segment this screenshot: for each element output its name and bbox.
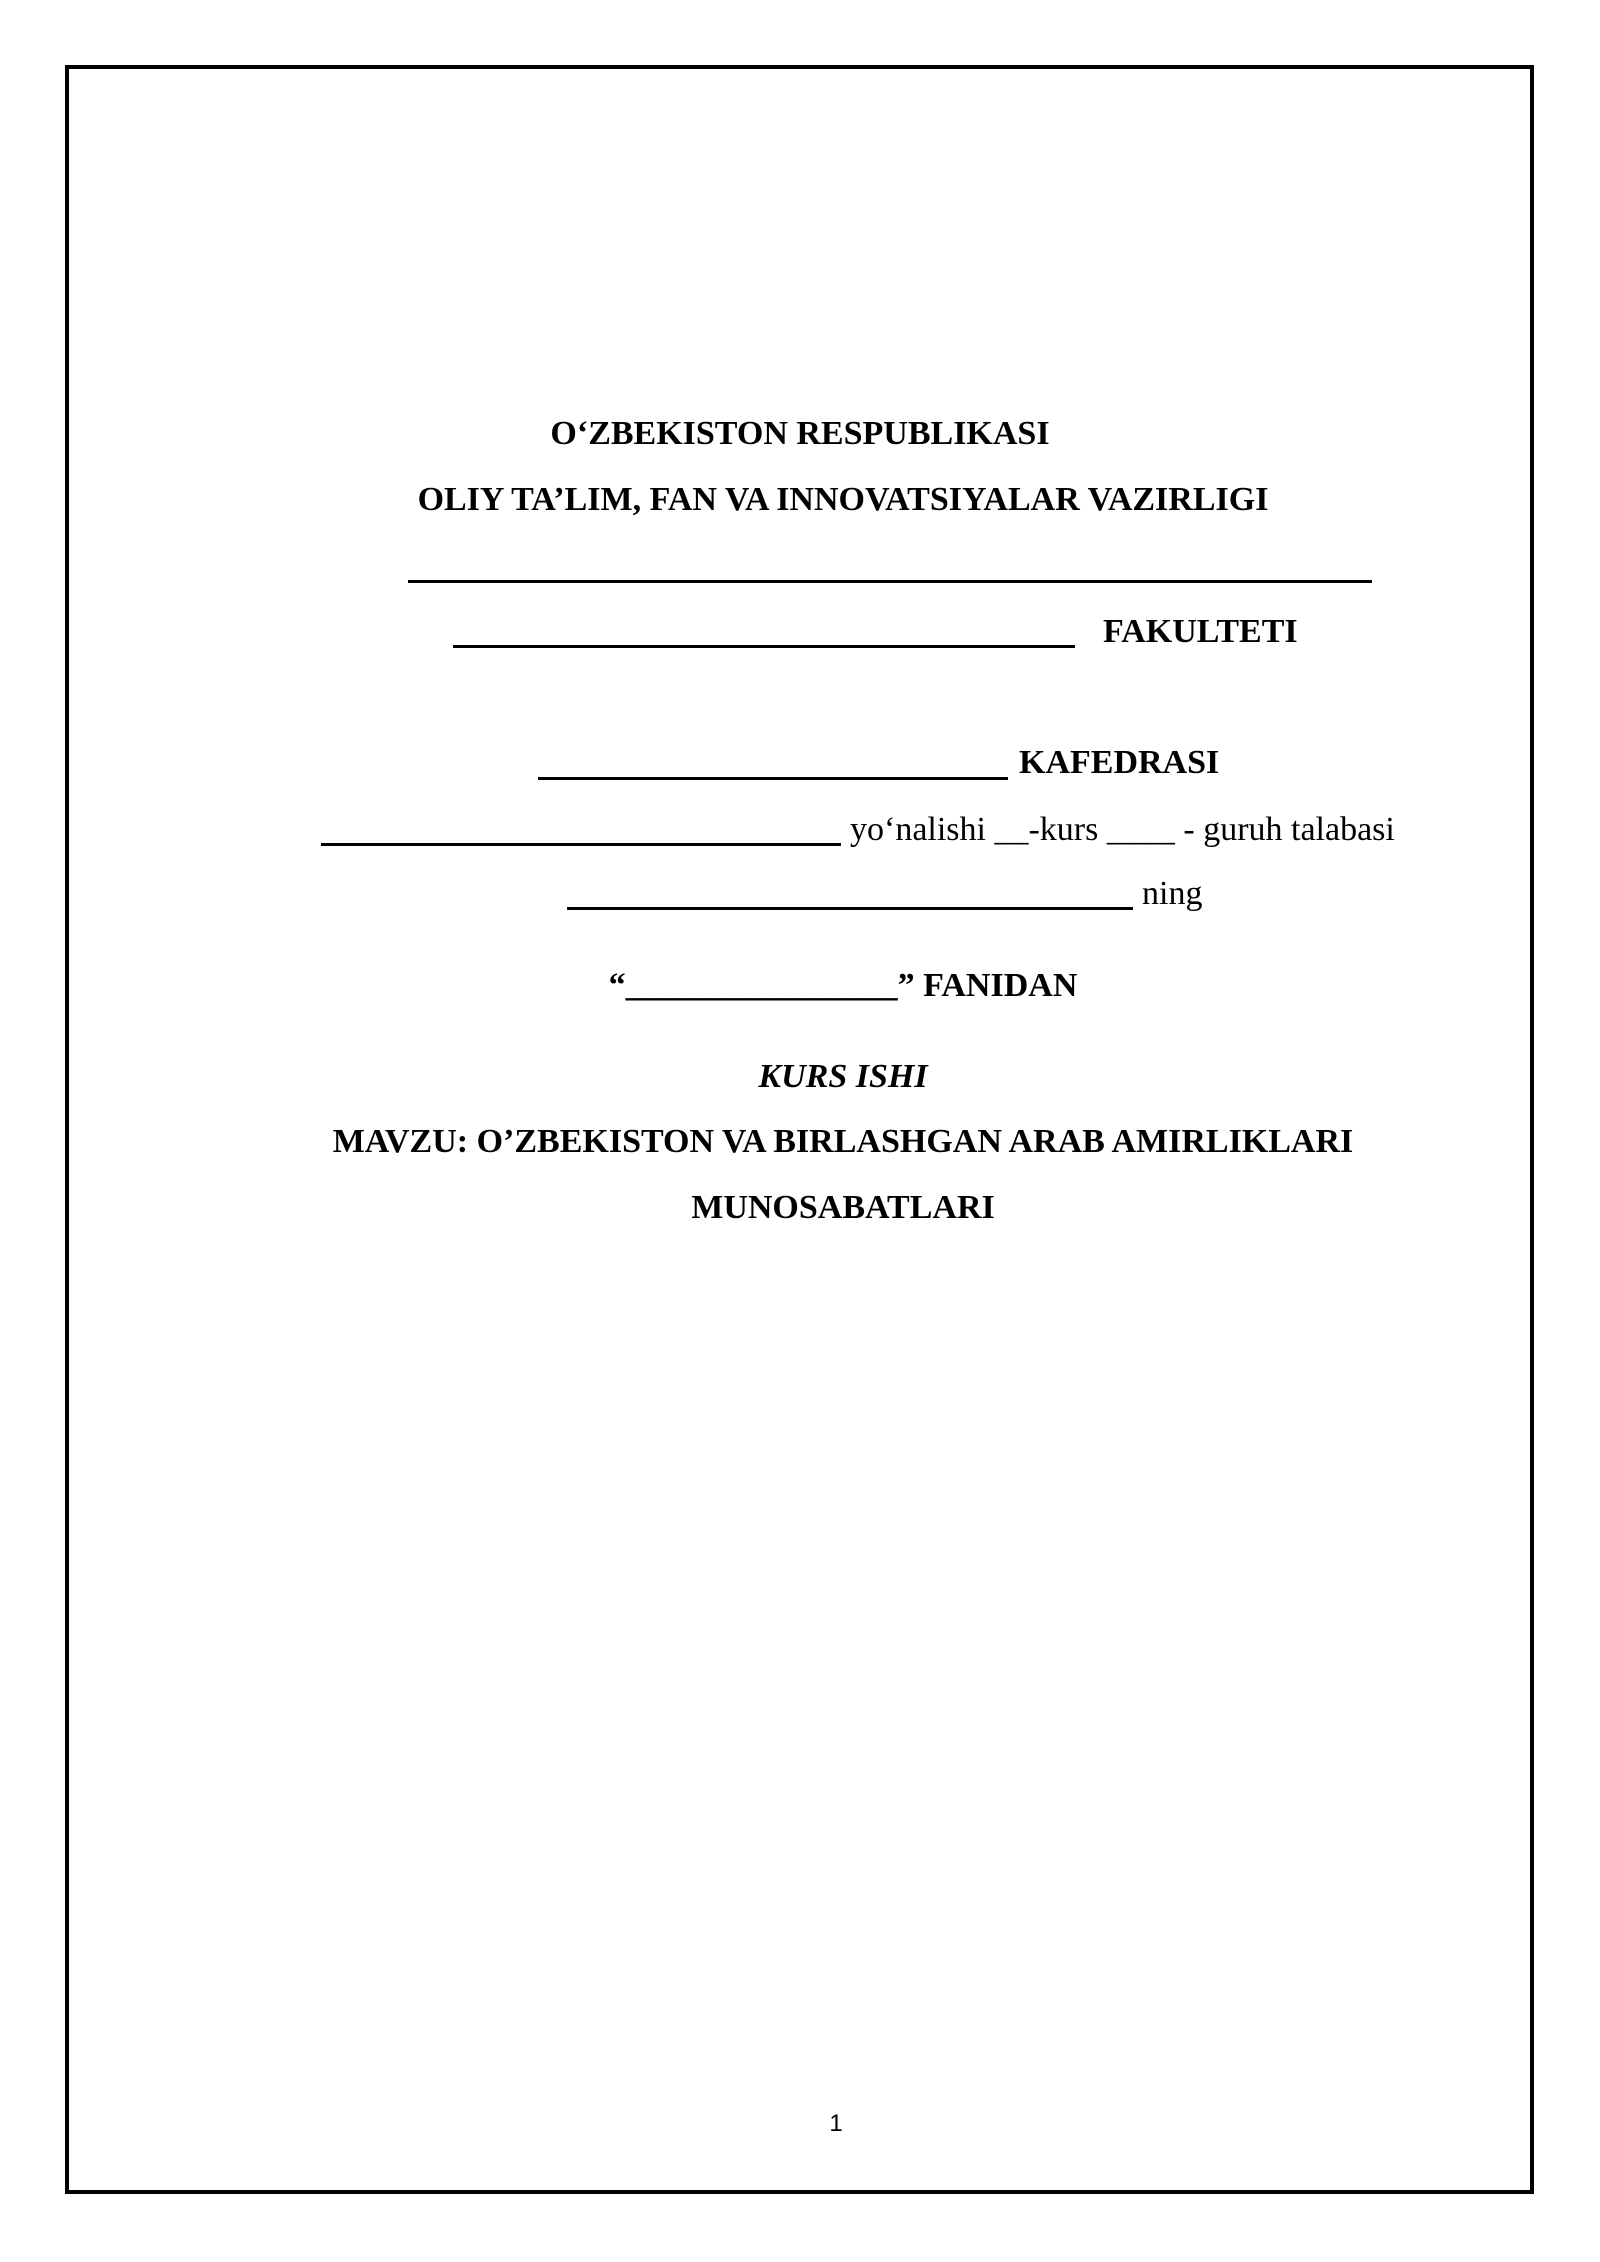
group-blank: ____ <box>1106 811 1175 848</box>
direction-blank <box>321 843 841 846</box>
department-label: KAFEDRASI <box>1019 744 1220 781</box>
topic-line-1: MAVZU: O’ZBEKISTON VA BIRLASHGAN ARAB AMIRLIKLARI <box>332 1123 1354 1160</box>
subject-line <box>0 966 1600 1006</box>
course-label: -kurs <box>1028 811 1099 848</box>
page-number: 1 <box>829 2110 843 2137</box>
group-label: - guruh talabasi <box>1183 811 1395 848</box>
direction-label: yo‘nalishi <box>850 811 986 848</box>
course-blank: __ <box>994 811 1029 848</box>
subject-label: ” FANIDAN <box>897 967 1078 1004</box>
subject-blank: ________________ <box>625 967 898 1004</box>
ministry-heading: OLIY TA’LIM, FAN VA INNOVATSIYALAR VAZIRLIGI <box>417 481 1269 518</box>
subject-open-quote: “ <box>608 967 626 1004</box>
document-type: KURS ISHI <box>758 1058 928 1095</box>
topic-line-2: MUNOSABATLARI <box>691 1189 995 1226</box>
faculty-blank <box>453 645 1075 648</box>
republic-heading: O‘ZBEKISTON RESPUBLIKASI <box>550 415 1050 452</box>
department-blank <box>538 777 1008 780</box>
university-blank <box>408 580 1372 583</box>
owner-suffix: ning <box>1142 875 1203 912</box>
student-name-blank <box>567 907 1133 910</box>
faculty-label: FAKULTETI <box>1103 613 1298 650</box>
student-info-line <box>850 810 1395 850</box>
